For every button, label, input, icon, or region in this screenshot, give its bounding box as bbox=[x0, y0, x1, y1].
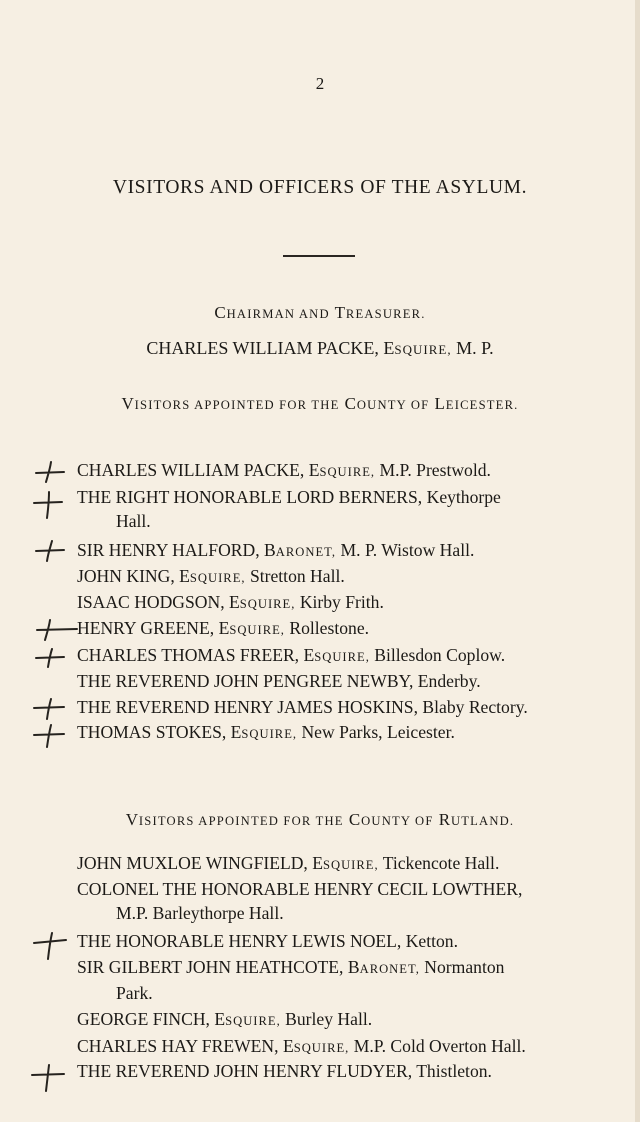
visitor-entry: THE REVEREND JOHN HENRY FLUDYER, Thistleton. bbox=[77, 1061, 492, 1081]
handwritten-cross-mark bbox=[34, 646, 66, 668]
visitor-entry: CHARLES HAY FREWEN, ESQUIRE, M.P. Cold Overton Hall. bbox=[77, 1036, 526, 1056]
leicester-heading: VISITORS APPOINTED FOR THE COUNTY OF LEICESTER. bbox=[121, 394, 519, 413]
page-number: 2 bbox=[315, 74, 325, 93]
visitor-entry: JOHN MUXLOE WINGFIELD, ESQUIRE, Tickencote Hall. bbox=[77, 853, 500, 873]
visitor-entry: ISAAC HODGSON, ESQUIRE, Kirby Frith. bbox=[77, 592, 384, 612]
chairman-name-line: CHARLES WILLIAM PACKE, ESQUIRE, M. P. bbox=[146, 338, 494, 358]
page-title: VISITORS AND OFFICERS OF THE ASYLUM. bbox=[112, 177, 528, 198]
chairman-heading: CHAIRMAN AND TREASURER. bbox=[214, 303, 426, 322]
visitor-entry: SIR GILBERT JOHN HEATHCOTE, BARONET, Normanton Park. bbox=[77, 957, 505, 1003]
handwritten-cross-mark bbox=[32, 696, 66, 720]
handwritten-cross-mark bbox=[34, 459, 66, 483]
handwritten-cross-mark bbox=[32, 930, 68, 960]
visitor-entry: THOMAS STOKES, ESQUIRE, New Parks, Leicester. bbox=[77, 722, 455, 742]
visitor-entry: THE REVEREND HENRY JAMES HOSKINS, Blaby Rectory. bbox=[77, 697, 528, 717]
visitor-entry: GEORGE FINCH, ESQUIRE, Burley Hall. bbox=[77, 1009, 373, 1029]
page-edge bbox=[635, 0, 640, 1122]
visitor-entry: JOHN KING, ESQUIRE, Stretton Hall. bbox=[77, 566, 345, 586]
visitor-entry: CHARLES THOMAS FREER, ESQUIRE, Billesdon Coplow. bbox=[77, 645, 506, 665]
visitor-entry: COLONEL THE HONORABLE HENRY CECIL LOWTHER, M.P. Barleythorpe Hall. bbox=[77, 879, 523, 923]
handwritten-cross-mark bbox=[34, 538, 66, 562]
handwritten-cross-mark bbox=[35, 617, 79, 641]
handwritten-cross-mark bbox=[30, 1062, 66, 1092]
visitor-entry: CHARLES WILLIAM PACKE, ESQUIRE, M.P. Prestwold. bbox=[77, 460, 491, 480]
visitor-entry: THE RIGHT HONORABLE LORD BERNERS, Keythorpe Hall. bbox=[77, 487, 501, 531]
visitor-entry: HENRY GREENE, ESQUIRE, Rollestone. bbox=[77, 618, 370, 638]
divider-rule bbox=[283, 255, 355, 257]
handwritten-cross-mark bbox=[32, 722, 66, 748]
visitor-entry: THE REVEREND JOHN PENGREE NEWBY, Enderby. bbox=[77, 671, 481, 691]
rutland-heading: VISITORS APPOINTED FOR THE COUNTY OF RUTLAND. bbox=[125, 810, 515, 829]
visitor-entry: SIR HENRY HALFORD, BARONET, M. P. Wistow Hall. bbox=[77, 540, 475, 560]
visitor-entry: THE HONORABLE HENRY LEWIS NOEL, Ketton. bbox=[77, 931, 459, 951]
handwritten-cross-mark bbox=[32, 488, 64, 520]
